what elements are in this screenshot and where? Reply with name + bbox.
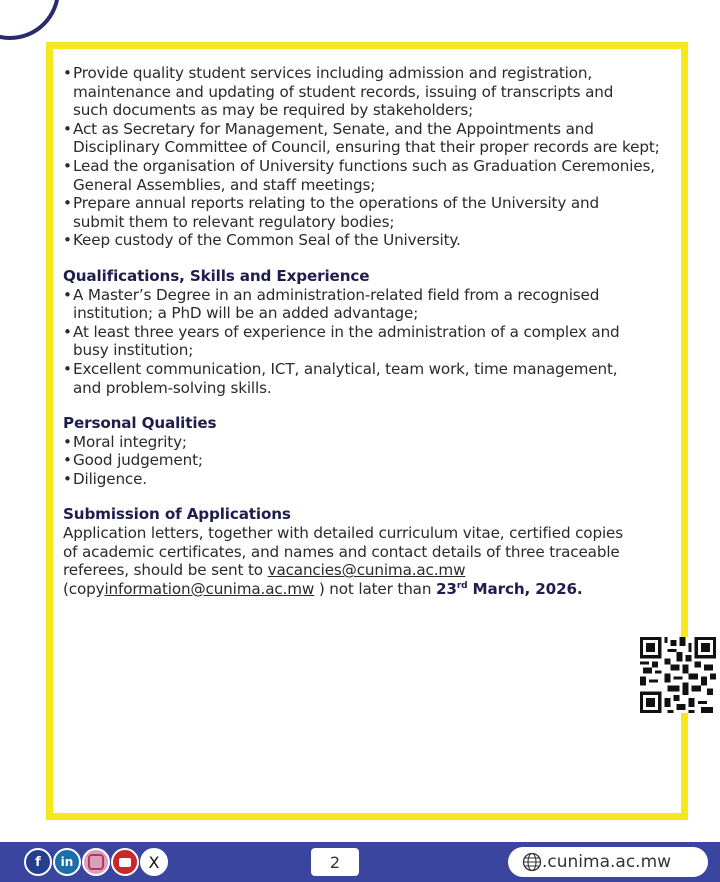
qualifications-heading: Qualifications, Skills and Experience: [63, 266, 370, 285]
submission-heading: Submission of Applications: [63, 505, 291, 524]
x-icon[interactable]: X: [140, 848, 168, 876]
corner-decoration: [0, 0, 60, 40]
vacancies-email-link[interactable]: vacancies@cunima.ac.mw: [267, 561, 466, 580]
personal-quality-item: •Diligence.: [63, 469, 147, 488]
website-text: .cunima.ac.mw: [542, 852, 672, 872]
duty-item: •Lead the organisation of University functions such as Graduation Ceremonies, General Assemblies, and staff meetings;: [63, 156, 655, 194]
qualification-item: •Excellent communication, ICT, analytical, team work, time management, and problem-solving skills.: [63, 359, 618, 397]
duties-list: [63, 64, 673, 250]
personal-qualities-heading: Personal Qualities: [63, 414, 217, 433]
deadline: 23rd March, 2026.: [435, 579, 583, 598]
information-email-link[interactable]: information@cunima.ac.mw: [104, 579, 315, 598]
document-body: [63, 64, 673, 598]
linkedin-icon[interactable]: in: [53, 848, 81, 876]
duty-item: •Act as Secretary for Management, Senate, and the Appointments and Disciplinary Committee of Council, ensuring that their proper records are kept;: [63, 119, 660, 157]
personal-quality-item: •Moral integrity;: [63, 432, 187, 451]
instagram-icon[interactable]: [82, 848, 110, 876]
youtube-icon[interactable]: [111, 848, 139, 876]
qr-code[interactable]: [640, 637, 716, 713]
footer-bar: [0, 842, 720, 882]
qualification-item: •A Master’s Degree in an administration-related field from a recognised institution; a PhD will be an added advantage;: [63, 285, 600, 323]
website-link[interactable]: [508, 847, 708, 877]
facebook-icon[interactable]: f: [24, 848, 52, 876]
personal-quality-item: •Good judgement;: [63, 451, 203, 470]
duty-item: •Provide quality student services including admission and registration, maintenance and updating of student records, issuing of transcripts and such documents as may be required by stakeholders;: [63, 64, 614, 120]
submission-text: Application letters, together with detailed curriculum vitae, certified copies of academic certificates, and names and contact details of three traceable referees, should be sent to vacancies@cunima.ac.mw (copyinformation@cunima.ac.mw ) not later than 23rd March, 2026.: [63, 524, 623, 598]
qualification-item: •At least three years of experience in the administration of a complex and busy institution;: [63, 322, 620, 360]
globe-icon: [522, 852, 542, 872]
duty-item: •Prepare annual reports relating to the operations of the University and submit them to relevant regulatory bodies;: [63, 194, 599, 231]
duty-item: •Keep custody of the Common Seal of the University.: [63, 231, 461, 250]
page-number: 2: [311, 848, 359, 876]
